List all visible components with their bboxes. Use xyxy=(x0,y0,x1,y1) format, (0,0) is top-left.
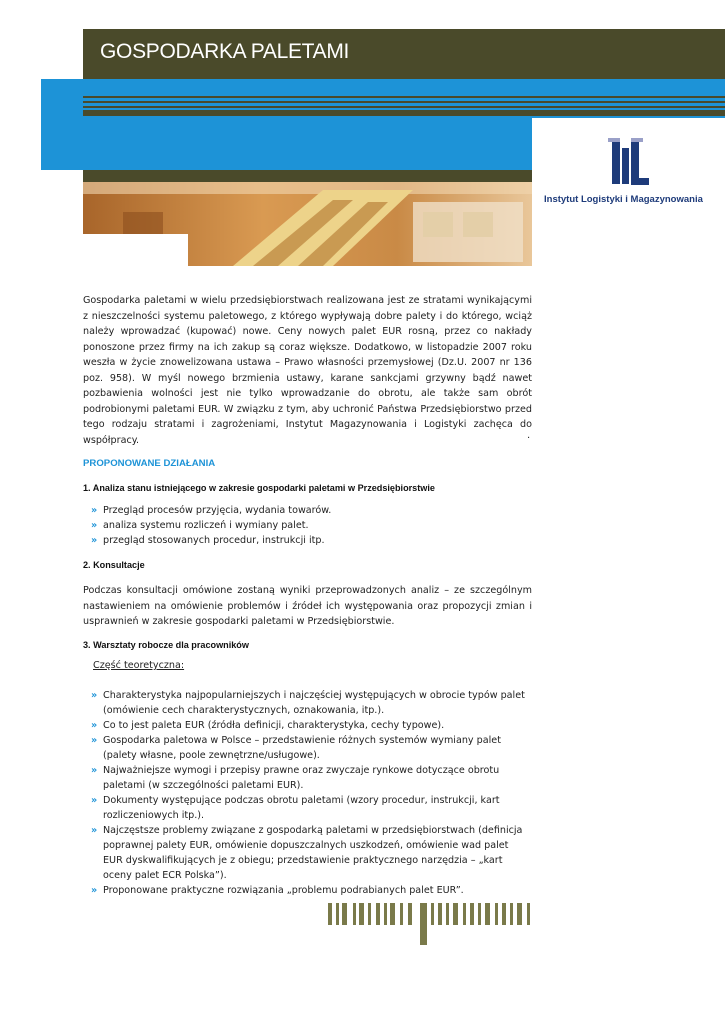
list-item-text: Charakterystyka najpopularniejszych i najczęściej występujących w obrocie typów palet (omówienie cech charakterystycznych, oznakowania, itp.). xyxy=(103,690,525,716)
list-item xyxy=(91,533,531,548)
section-1-list xyxy=(91,503,531,548)
page-title: GOSPODARKA PALETAMI xyxy=(100,40,350,63)
bullet-icon: » xyxy=(91,720,98,731)
list-item-text: Przegląd procesów przyjęcia, wydania towarów. xyxy=(103,505,332,516)
bullet-icon: » xyxy=(91,505,98,516)
section-3-subheading: Część teoretyczna: xyxy=(93,660,185,671)
bullet-icon: » xyxy=(91,765,98,776)
list-item-text: Dokumenty występujące podczas obrotu paletami (wzory procedur, instrukcji, kart rozliczeniowych itp.). xyxy=(103,795,500,821)
list-item-text: przegląd stosowanych procedur, instrukcji itp. xyxy=(103,535,325,546)
ilim-logo-icon xyxy=(608,138,650,190)
header-stripes xyxy=(83,96,725,118)
list-item-text: analiza systemu rozliczeń i wymiany palet. xyxy=(103,520,309,531)
list-item-text: Co to jest paleta EUR (źródła definicji, charakterystyka, cechy typowe). xyxy=(103,720,445,731)
bullet-icon: » xyxy=(91,520,98,531)
header-lower-bar xyxy=(83,170,532,182)
bullet-icon: » xyxy=(91,735,98,746)
list-item xyxy=(91,718,531,733)
list-item xyxy=(91,688,531,718)
bullet-icon: » xyxy=(91,690,98,701)
bullet-icon: » xyxy=(91,825,98,836)
bullet-icon: » xyxy=(91,795,98,806)
list-item-text: Proponowane praktyczne rozwiązania „problemu podrabianych palet EUR”. xyxy=(103,885,464,896)
institute-name: Instytut Logistyki i Magazynowania xyxy=(544,194,703,205)
section-3-heading: 3. Warsztaty robocze dla pracowników xyxy=(83,640,249,650)
section-2-text: Podczas konsultacji omówione zostaną wyniki przeprowadzonych analiz – ze szczególnym nastawieniem na omówienie problemów i źródeł ich występowania oraz propozycji zmian i usprawnień w zakresie gospodarki paletami w Przedsiębiorstwie. xyxy=(83,585,532,627)
bullet-icon: » xyxy=(91,885,98,896)
intro-paragraph: Gospodarka paletami w wielu przedsiębiorstwach realizowana jest ze stratami wynikającymi z nieszczelności systemu paletowego, z którego wypływają dobre palety i do którego, wciąż należy wprowadzać (kupować) nowe. Ceny nowych palet EUR rosną, przez co nakłady ponoszone przez firmy na ich zakup są coraz większe. Dodatkowo, w listopadzie 2007 roku weszła w życie znowelizowana ustawa – Prawo własności przemysłowej (Dz.U. 2007 nr 136 poz. 958). W myśl nowego brzmienia ustawy, karane sankcjami grzywny bądź nawet pozbawienia wolności jest nie tylko wprowadzanie do obrotu, ale także sam obrót podrobionymi paletami EUR. W związku z tym, aby uchronić Państwa Przedsiębiorstwo przed tego rodzaju stratami i zagrożeniami, Instytut Magazynowania i Logistyki zachęca do współpracy. xyxy=(83,295,532,446)
list-item-text: Najczęstsze problemy związane z gospodarką paletami w przedsiębiorstwach (definicja poprawnej palety EUR, omówienie dopuszczalnych uszkodzeń, omówienie wad palet EUR dyskwalifikujących je z obiegu; przedstawienie praktycznego narzędzia – „kart oceny palet ECR Polska”). xyxy=(103,825,523,881)
section-title: PROPONOWANE DZIAŁANIA xyxy=(83,458,216,469)
section-2-heading: 2. Konsultacje xyxy=(83,560,145,570)
list-item xyxy=(91,503,531,518)
list-item xyxy=(91,883,531,898)
barcode-decoration-icon xyxy=(328,903,533,945)
list-item xyxy=(91,793,531,823)
list-item xyxy=(91,823,531,883)
list-item xyxy=(91,518,531,533)
intro-end-mark: . xyxy=(527,430,531,441)
section-3-list xyxy=(91,688,531,898)
section-1-heading: 1. Analiza stanu istniejącego w zakresie gospodarki paletami w Przedsiębiorstwie xyxy=(83,483,435,493)
list-item xyxy=(91,763,531,793)
list-item xyxy=(91,733,531,763)
bullet-icon: » xyxy=(91,535,98,546)
photo-white-corner xyxy=(83,234,188,267)
list-item-text: Najważniejsze wymogi i przepisy prawne oraz zwyczaje rynkowe dotyczące obrotu paletami (w szczególności paletami EUR). xyxy=(103,765,500,791)
list-item-text: Gospodarka paletowa w Polsce – przedstawienie różnych systemów wymiany palet (palety własne, poole zewnętrzne/usługowe). xyxy=(103,735,501,761)
